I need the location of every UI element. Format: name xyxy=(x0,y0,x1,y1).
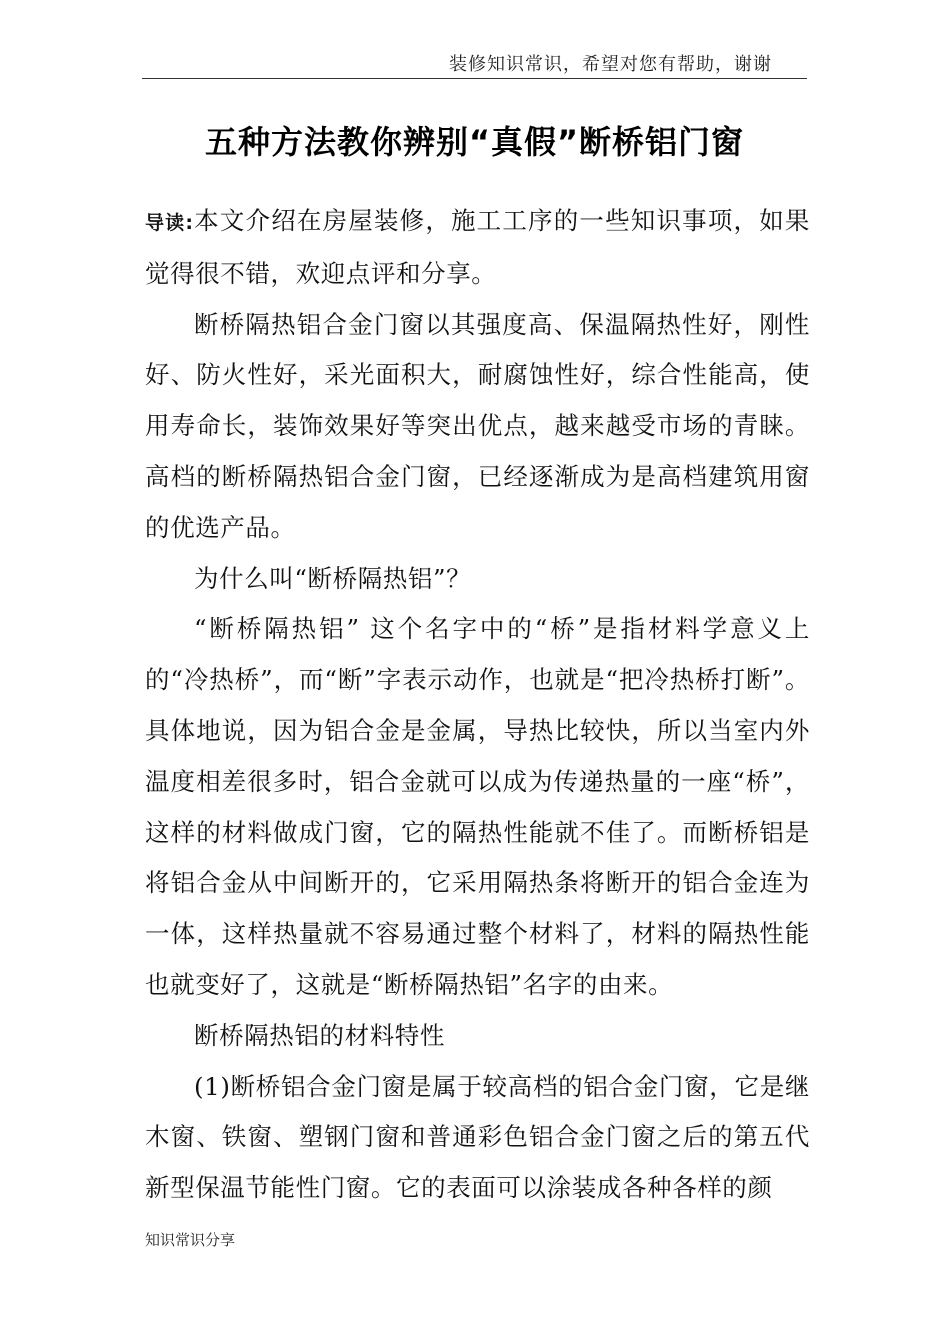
lead-paragraph xyxy=(145,196,810,300)
footer-note: 知识常识分享 xyxy=(145,1231,236,1249)
document-title: 五种方法教你辨别“真假”断桥铝门窗 xyxy=(204,123,745,162)
lead-label: 导读: xyxy=(145,212,194,234)
section-heading-why-name: 为什么叫“断桥隔热铝”？ xyxy=(194,563,472,593)
lead-text: 本文介绍在房屋装修，施工工序的一些知识事项，如果觉得很不错，欢迎点评和分享。 xyxy=(145,206,810,288)
header-divider xyxy=(142,78,807,79)
paragraph-name-explanation: “断桥隔热铝” 这个名字中的“桥”是指材料学意义上的“冷热桥”，而“断”字表示动作，也就是“把冷热桥打断”。具体地说，因为铝合金是金属，导热比较快，所以当室内外温度相差很多时，铝合金就可以成为传递热量的一座“桥”，这样的材料做成门窗，它的隔热性能就不佳了。而断桥铝是将铝合金从中间断开的，它采用隔热条将断开的铝合金连为一体，这样热量就不容易通过整个材料了，材料的隔热性能也就变好了，这就是“断桥隔热铝”名字的由来。 xyxy=(145,614,810,999)
paragraph-intro: 断桥隔热铝合金门窗以其强度高、保温隔热性好，刚性好、防火性好，采光面积大，耐腐蚀性好，综合性能高，使用寿命长，装饰效果好等突出优点，越来越受市场的青睐。高档的断桥隔热铝合金门窗，已经逐渐成为是高档建筑用窗的优选产品。 xyxy=(145,309,810,542)
article-body xyxy=(145,196,810,1214)
section-heading-material-properties: 断桥隔热铝的材料特性 xyxy=(194,1020,445,1050)
header-note: 装修知识常识，希望对您有帮助，谢谢 xyxy=(449,54,772,75)
paragraph-property-1: (1)断桥铝合金门窗是属于较高档的铝合金门窗，它是继木窗、铁窗、塑钢门窗和普通彩色铝合金门窗之后的第五代新型保温节能性门窗。它的表面可以涂装成各种各样的颜 xyxy=(145,1071,810,1203)
